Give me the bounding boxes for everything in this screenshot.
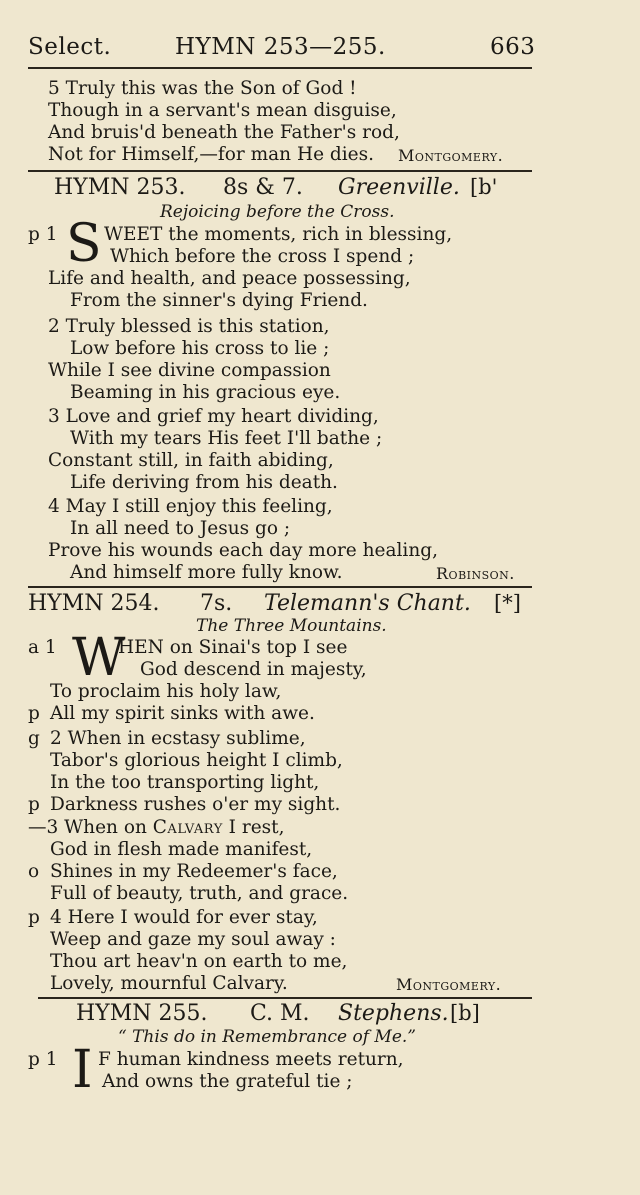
- hymn254-line: Weep and gaze my soul away :: [50, 929, 336, 950]
- hymn253-line: 3 Love and grief my heart dividing,: [48, 406, 379, 427]
- hymn254-line: Full of beauty, truth, and grace.: [50, 883, 349, 904]
- hymn254-author: Montgomery.: [396, 975, 502, 994]
- verse-mark: p 1: [28, 1049, 58, 1070]
- header-rule: [28, 67, 532, 69]
- dropcap: I: [72, 1040, 93, 1100]
- hymn253-mark: [b': [470, 175, 498, 199]
- calvary-word: Calvary: [152, 817, 223, 838]
- hymn254-line: 4 Here I would for ever stay,: [50, 907, 318, 928]
- hymn253-author: Robinson.: [436, 564, 515, 583]
- hymn255-number: HYMN 255.: [76, 1001, 208, 1026]
- verse-mark: p: [28, 907, 40, 928]
- header-hymn-range: HYMN 253—255.: [175, 34, 386, 60]
- hymn253-line: From the sinner's dying Friend.: [70, 290, 368, 311]
- hymn253-meter: 8s & 7.: [223, 175, 303, 200]
- hymn255-mark: [b]: [450, 1001, 480, 1025]
- hymn253-line: Constant still, in faith abiding,: [48, 450, 334, 471]
- dropcap: W: [72, 628, 126, 688]
- hymn255-line: F human kindness meets return,: [98, 1049, 404, 1070]
- hymn254-line: Lovely, mournful Calvary.: [50, 973, 288, 994]
- hymn253-number: HYMN 253.: [54, 175, 186, 200]
- prev-hymn-line: Not for Himself,—for man He dies.: [48, 144, 374, 165]
- hymn253-line: And himself more fully know.: [70, 562, 343, 583]
- verse-mark: p: [28, 794, 40, 815]
- page-number: 663: [490, 34, 536, 60]
- hymn254-line: [28, 817, 284, 839]
- hymn254-line: In the too transporting light,: [50, 772, 320, 793]
- hymn253-line: Low before his cross to lie ;: [70, 338, 330, 359]
- hymn254-meter: 7s.: [200, 591, 233, 616]
- verse-mark: o: [28, 861, 40, 882]
- hymn254-line: All my spirit sinks with awe.: [50, 703, 315, 724]
- hymn253-line: Beaming in his gracious eye.: [70, 382, 341, 403]
- hymn255-line: And owns the grateful tie ;: [102, 1071, 353, 1092]
- prev-hymn-author: Montgomery.: [398, 146, 504, 165]
- hymn254-top-rule: [28, 586, 532, 588]
- hymn255-meter: C. M.: [250, 1001, 310, 1026]
- verse-mark: a 1: [28, 637, 57, 658]
- hymn253-line: 4 May I still enjoy this feeling,: [48, 496, 333, 517]
- hymn254-mark: [*]: [494, 591, 521, 615]
- hymn254-line: God descend in majesty,: [140, 659, 367, 680]
- prev-hymn-line: And bruis'd beneath the Father's rod,: [48, 122, 400, 143]
- verse-text: I rest,: [228, 817, 285, 838]
- hymn253-line: Which before the cross I spend ;: [110, 246, 415, 267]
- verse-text: —3 When on: [28, 817, 147, 838]
- hymn253-line: Life and health, and peace possessing,: [48, 268, 411, 289]
- hymn253-line: Prove his wounds each day more healing,: [48, 540, 438, 561]
- hymn254-line: 2 When in ecstasy sublime,: [50, 728, 306, 749]
- hymn253-line: While I see divine compassion: [48, 360, 331, 381]
- header-section-label: Select.: [28, 34, 112, 60]
- hymn254-number: HYMN 254.: [28, 591, 160, 616]
- prev-hymn-line: 5 Truly this was the Son of God !: [48, 78, 357, 99]
- hymn254-line: God in flesh made manifest,: [50, 839, 313, 860]
- dropcap: S: [66, 214, 102, 274]
- hymn254-subtitle: The Three Mountains.: [196, 616, 387, 636]
- hymn255-subtitle: “ This do in Remembrance of Me.”: [118, 1027, 416, 1047]
- hymn255-tune: Stephens.: [338, 1001, 449, 1026]
- hymn253-subtitle: Rejoicing before the Cross.: [160, 202, 395, 222]
- hymn254-line: To proclaim his holy law,: [50, 681, 282, 702]
- hymn253-top-rule: [28, 170, 532, 172]
- hymn253-tune: Greenville.: [338, 175, 460, 200]
- hymn254-line: Shines in my Redeemer's face,: [50, 861, 338, 882]
- verse-mark: p 1: [28, 224, 58, 245]
- hymn254-line: HEN on Sinai's top I see: [118, 637, 348, 658]
- hymn253-line: With my tears His feet I'll bathe ;: [70, 428, 383, 449]
- hymn254-line: Thou art heav'n on earth to me,: [50, 951, 348, 972]
- hymn253-line: Life deriving from his death.: [70, 472, 338, 493]
- hymn254-tune: Telemann's Chant.: [264, 591, 471, 616]
- hymn253-line: 2 Truly blessed is this station,: [48, 316, 330, 337]
- hymn254-line: Tabor's glorious height I climb,: [50, 750, 343, 771]
- hymn253-line: In all need to Jesus go ;: [70, 518, 291, 539]
- hymn253-line: WEET the moments, rich in blessing,: [104, 224, 453, 245]
- hymn254-line: Darkness rushes o'er my sight.: [50, 794, 341, 815]
- verse-mark: p: [28, 703, 40, 724]
- prev-hymn-line: Though in a servant's mean disguise,: [48, 100, 397, 121]
- verse-mark: g: [28, 728, 40, 749]
- hymn255-top-rule: [38, 997, 532, 999]
